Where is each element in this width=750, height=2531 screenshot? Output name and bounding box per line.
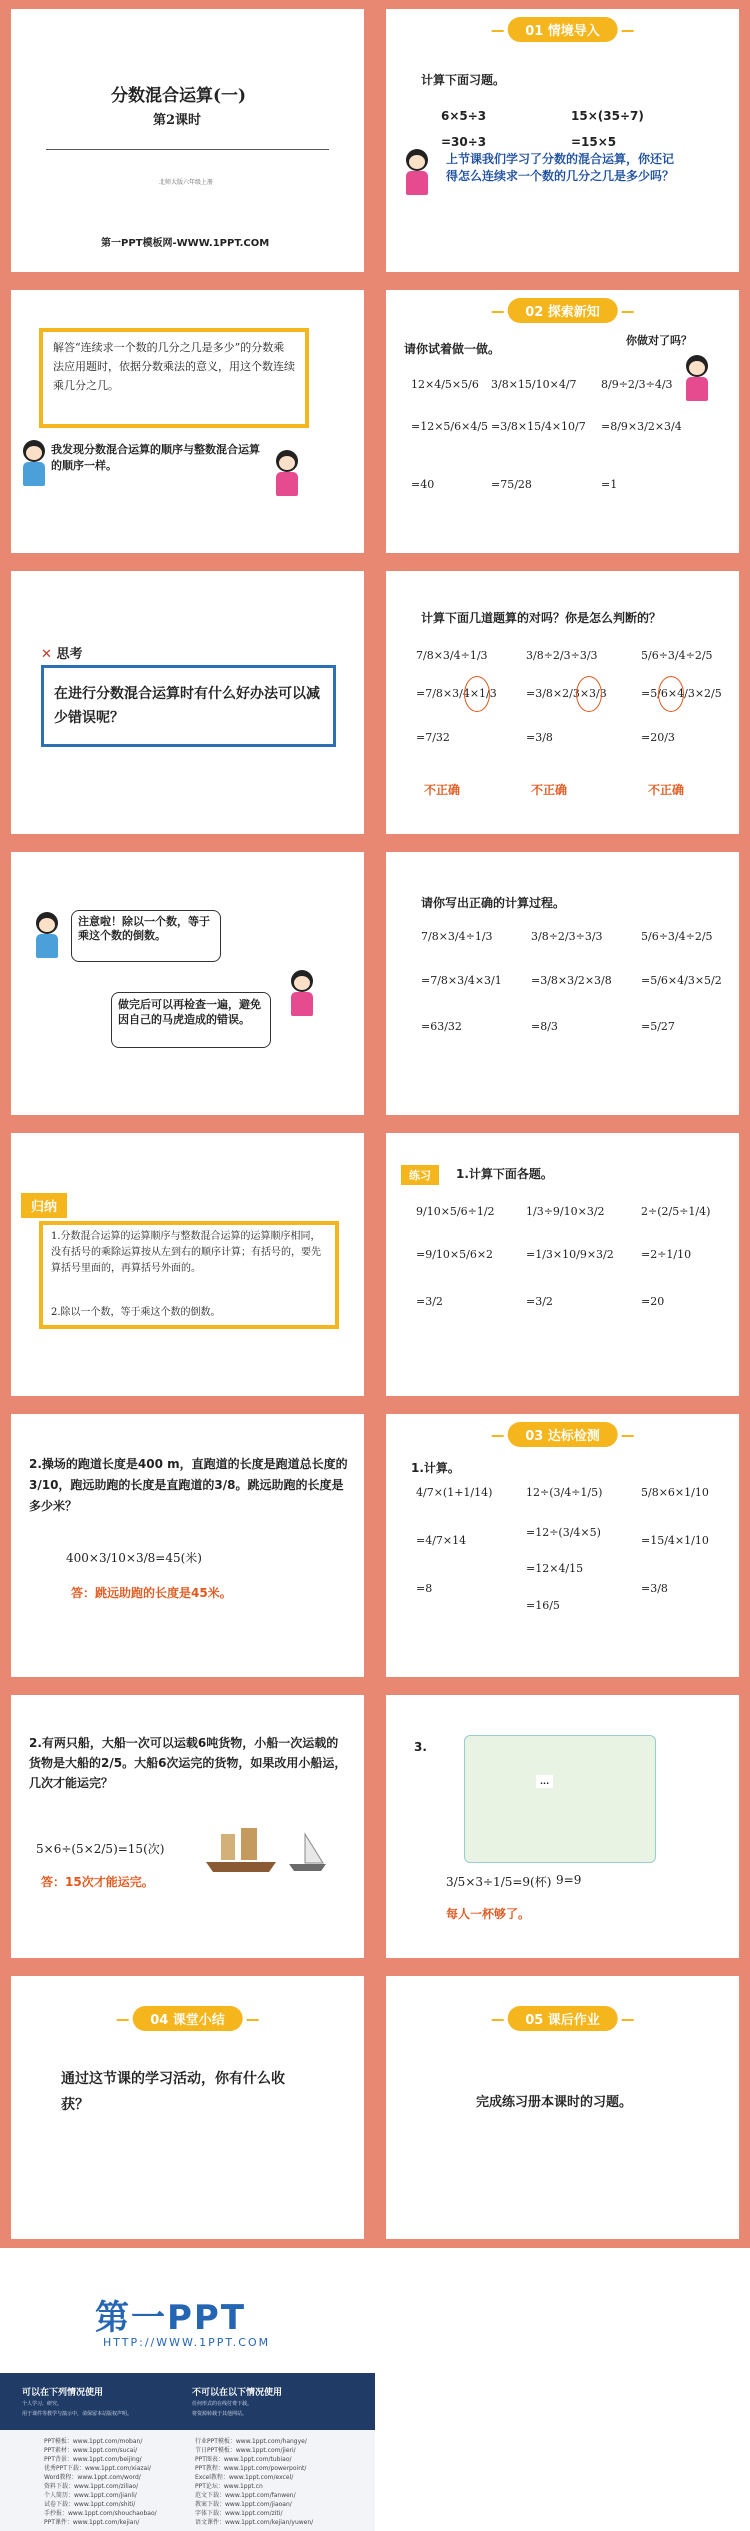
calculation: 400×3/10×3/8=45(米) bbox=[66, 1551, 202, 1565]
section-tag: 02 探索新知 bbox=[507, 298, 618, 323]
work-line: =5/6×4/3×5/2 bbox=[641, 974, 722, 987]
work-line: =3/8×15/4×10/7 bbox=[491, 420, 586, 433]
resource-link[interactable]: 行业PPT模板：www.1ppt.com/hangye/ bbox=[195, 2438, 307, 2445]
slide-tips[interactable] bbox=[0, 843, 375, 1124]
can-use-item: 个人学习、研究。 bbox=[22, 2401, 63, 2407]
word-problem: 2.有两只船，大船一次可以运载6吨货物，小船一次运载的货物是大船的2/5。大船6次运完的货物，如果改用小船运，几次才能运完？ bbox=[29, 1736, 347, 1790]
cross-icon: ✕ bbox=[41, 647, 52, 662]
speech-bubble-text: 做完后可以再检查一遍，避免因自己的马虎造成的错误。 bbox=[118, 998, 261, 1026]
work-line: 5/8×6×1/10 bbox=[641, 1486, 709, 1499]
site-label: 第一PPT模板网-WWW.1PPT.COM bbox=[101, 238, 270, 249]
rules-box bbox=[39, 1221, 339, 1329]
work-line: =3/8 bbox=[526, 731, 553, 744]
slide-test[interactable] bbox=[375, 1405, 750, 1686]
practice-tag: 练习 bbox=[401, 1165, 439, 1185]
verdict-label: 不正确 bbox=[648, 783, 685, 797]
section-tag: 归纳 bbox=[21, 1193, 67, 1218]
work-line: 3/8÷2/3÷3/3 bbox=[526, 649, 598, 662]
work-line: 5/6÷3/4÷2/5 bbox=[641, 649, 713, 662]
work-line: =9/10×5/6×2 bbox=[416, 1248, 494, 1261]
rule-1: 1.分数混合运算的运算顺序与整数混合运算的运算顺序相同，没有括号的乘除运算按从左到右的顺序计算；有括号的，要先算括号里面的，再算括号外面的。 bbox=[51, 1231, 321, 1274]
slide-cups[interactable] bbox=[375, 1686, 750, 1967]
calculation: 3/5×3÷1/5=9(杯) bbox=[446, 1875, 552, 1889]
resource-link[interactable]: PPT课件：www.1ppt.com/kejian/ bbox=[44, 2519, 140, 2526]
slide-heading: 计算下面几道题算的对吗？你是怎么判断的？ bbox=[421, 611, 662, 625]
slide-title[interactable] bbox=[0, 0, 375, 281]
resource-link[interactable]: PPT图表：www.1ppt.com/tubiao/ bbox=[195, 2456, 292, 2463]
section-tag: 05 课后作业 bbox=[507, 2006, 618, 2031]
cannot-use-item: 将资源转载于其他网站。 bbox=[192, 2411, 248, 2417]
girl-face bbox=[279, 456, 295, 470]
work-line: =3/8×3/2×3/8 bbox=[531, 974, 612, 987]
resource-link[interactable]: 优秀PPT下载：www.1ppt.com/xiazai/ bbox=[44, 2465, 151, 2472]
answer: 答：跳远助跑的长度是45米。 bbox=[71, 1586, 232, 1600]
section-tag: 04 课堂小结 bbox=[132, 2006, 243, 2031]
explanation-text: 解答“连续求一个数的几分之几是多少”的分数乘法应用题时，依据分数乘法的意义，用这个数连续乘几分之几。 bbox=[53, 341, 295, 392]
work-line: 2÷(2/5÷1/4) bbox=[641, 1205, 711, 1218]
slide-boat-problem[interactable] bbox=[0, 1686, 375, 1967]
error-mark bbox=[658, 676, 684, 712]
work-line: 12÷(3/4÷1/5) bbox=[526, 1486, 603, 1499]
slide-title-heading: 分数混合运算(一) bbox=[111, 86, 247, 106]
ships-illustration bbox=[201, 1820, 331, 1875]
work-line: =40 bbox=[411, 478, 435, 491]
work-line: =3/2 bbox=[416, 1295, 443, 1308]
resource-link[interactable]: PPT背景：www.1ppt.com/beijing/ bbox=[44, 2456, 142, 2463]
work-line: =1/3×10/9×3/2 bbox=[526, 1248, 614, 1261]
error-mark bbox=[576, 676, 602, 712]
work-line: =5/27 bbox=[641, 1020, 675, 1033]
resource-link[interactable]: Excel教程：www.1ppt.com/excel/ bbox=[195, 2474, 294, 2481]
answer-2: =15×5 bbox=[571, 135, 617, 149]
speech-bubble bbox=[71, 910, 221, 962]
work-line: =8/9×3/2×3/4 bbox=[601, 420, 682, 433]
recap-question: 通过这节课的学习活动，你有什么收获？ bbox=[61, 2071, 285, 2113]
work-line: =12×5/6×4/5 bbox=[411, 420, 489, 433]
work-line: =7/8×3/4×3/1 bbox=[421, 974, 502, 987]
divider bbox=[46, 149, 329, 150]
big-ship-sail bbox=[221, 1834, 235, 1860]
girl-face bbox=[294, 976, 310, 990]
resource-link[interactable]: 手抄报：www.1ppt.com/shouchaobao/ bbox=[44, 2510, 157, 2517]
resource-link[interactable]: Word教程：www.1ppt.com/word/ bbox=[44, 2474, 141, 2481]
illustration-callout: ... bbox=[536, 1775, 553, 1788]
expr-2: 15×(35÷7) bbox=[571, 109, 644, 123]
work-line: =15/4×1/10 bbox=[641, 1534, 709, 1547]
slide-correct[interactable] bbox=[375, 843, 750, 1124]
work-line: =7/8×3/4×1/3 bbox=[416, 687, 497, 700]
speech-bubble-text: 注意啦！除以一个数，等于乘这个数的倒数。 bbox=[78, 915, 210, 942]
work-line: 7/8×3/4÷1/3 bbox=[416, 649, 488, 662]
slide-heading: 1.计算下面各题。 bbox=[456, 1167, 553, 1181]
work-line: =75/28 bbox=[491, 478, 532, 491]
speech-bubble-text: 你做对了吗？ bbox=[626, 334, 692, 347]
work-line: =3/2 bbox=[526, 1295, 553, 1308]
work-line: =20/3 bbox=[641, 731, 675, 744]
work-line: =8/3 bbox=[531, 1020, 558, 1033]
work-line: =20 bbox=[641, 1295, 665, 1308]
verdict-label: 不正确 bbox=[424, 783, 461, 797]
can-use-item: 用于课件等教学与演示中，请保留本站版权声明。 bbox=[22, 2411, 133, 2417]
work-line: =3/8×2/3×3/3 bbox=[526, 687, 607, 700]
girl-face bbox=[409, 155, 425, 169]
work-line: =63/32 bbox=[421, 1020, 462, 1033]
girl-body bbox=[406, 171, 428, 195]
slide-homework[interactable] bbox=[375, 1967, 750, 2248]
classroom-illustration bbox=[464, 1735, 656, 1863]
resource-link[interactable]: 范文下载：www.1ppt.com/fanwen/ bbox=[195, 2492, 296, 2499]
speech-bubble-text: 我发现分数混合运算的顺序与整数混合运算的顺序一样。 bbox=[51, 443, 260, 472]
slide-summary-rules[interactable] bbox=[0, 1124, 375, 1405]
work-line: =8 bbox=[416, 1582, 433, 1595]
resource-link[interactable]: 试卷下载：www.1ppt.com/shiti/ bbox=[44, 2501, 136, 2508]
work-line: 3/8×15/10×4/7 bbox=[491, 378, 577, 391]
girl-face bbox=[689, 361, 705, 375]
calculation: 9=9 bbox=[556, 1873, 582, 1887]
work-line: =5/6×4/3×2/5 bbox=[641, 687, 722, 700]
resource-link[interactable]: PPT模板：www.1ppt.com/moban/ bbox=[44, 2438, 143, 2445]
boy-face bbox=[26, 446, 42, 460]
cannot-use-title: 不可以在以下情况使用 bbox=[192, 2388, 283, 2398]
slide-practice[interactable] bbox=[375, 1124, 750, 1405]
calculation: 5×6÷(5×2/5)=15(次) bbox=[36, 1842, 165, 1856]
boy-body bbox=[36, 934, 58, 958]
error-mark bbox=[464, 676, 490, 712]
resource-link[interactable]: 资料下载：www.1ppt.com/ziliao/ bbox=[44, 2483, 139, 2490]
big-ship-hull bbox=[206, 1862, 276, 1872]
work-line: 5/6÷3/4÷2/5 bbox=[641, 930, 713, 943]
question-text: 在进行分数混合运算时有什么好办法可以减少错误呢？ bbox=[54, 686, 320, 726]
slide-title-subtitle: 第2课时 bbox=[153, 113, 202, 128]
question-box bbox=[41, 665, 336, 747]
resource-link[interactable]: PPT论坛：www.1ppt.cn bbox=[195, 2483, 263, 2490]
slide-heading: 请你试着做一做。 bbox=[404, 342, 501, 356]
slide-explore[interactable] bbox=[375, 281, 750, 562]
boy-face bbox=[39, 918, 55, 932]
word-problem: 2.操场的跑道长度是400 m，直跑道的长度是跑道总长度的3/10，跑远助跑的长度是直跑道的3/8。跳远助跑的长度是多少米？ bbox=[29, 1457, 348, 1513]
work-line: =7/32 bbox=[416, 731, 450, 744]
slide-heading: 计算下面习题。 bbox=[421, 73, 506, 87]
answer: 答：15次才能运完。 bbox=[41, 1875, 154, 1889]
work-line: =12×4/15 bbox=[526, 1562, 584, 1575]
work-line: =2÷1/10 bbox=[641, 1248, 692, 1261]
work-line: =12÷(3/4×5) bbox=[526, 1526, 601, 1539]
edition-label: 北师大版六年级上册 bbox=[159, 179, 214, 186]
slide-heading: 请你写出正确的计算过程。 bbox=[421, 896, 566, 910]
resource-link[interactable]: 个人简历：www.1ppt.com/jianli/ bbox=[44, 2492, 137, 2499]
girl-body bbox=[291, 992, 313, 1016]
work-line: =1 bbox=[601, 478, 618, 491]
big-ship-sail bbox=[241, 1828, 257, 1860]
slide-heading: 1.计算。 bbox=[411, 1461, 460, 1475]
resource-link[interactable]: PPT教程：www.1ppt.com/powerpoint/ bbox=[195, 2465, 307, 2472]
slide-think[interactable] bbox=[0, 562, 375, 843]
cannot-use-item: 任何形式的在线付费下载。 bbox=[192, 2401, 253, 2407]
resource-link[interactable]: 语文课件：www.1ppt.com/kejian/yuwen/ bbox=[195, 2519, 314, 2526]
answer-1: =30÷3 bbox=[441, 135, 487, 149]
work-line: 1/3÷9/10×3/2 bbox=[526, 1205, 605, 1218]
speech-bubble bbox=[111, 992, 271, 1048]
work-line: =16/5 bbox=[526, 1599, 560, 1612]
slide-check[interactable] bbox=[375, 562, 750, 843]
girl-body bbox=[276, 472, 298, 496]
speech-bubble-text: 上节课我们学习了分数的混合运算，你还记得怎么连续求一个数的几分之几是多少吗？ bbox=[446, 152, 675, 183]
resource-link[interactable]: 字体下载：www.1ppt.com/ziti/ bbox=[195, 2510, 283, 2517]
section-tag: 03 达标检测 bbox=[507, 1422, 618, 1447]
slide-explain[interactable] bbox=[0, 281, 375, 562]
speech-bubble bbox=[446, 151, 674, 211]
can-use-title: 可以在下列情况使用 bbox=[22, 2388, 104, 2398]
girl-body bbox=[686, 377, 708, 401]
section-label-text: 思考 bbox=[56, 647, 83, 662]
small-ship-hull bbox=[289, 1864, 326, 1871]
answer: 每人一杯够了。 bbox=[446, 1907, 531, 1921]
rule-2: 2.除以一个数，等于乘这个数的倒数。 bbox=[51, 1307, 221, 1318]
work-line: 3/8÷2/3÷3/3 bbox=[531, 930, 603, 943]
verdict-label: 不正确 bbox=[531, 783, 568, 797]
problem-number: 3. bbox=[414, 1740, 427, 1754]
work-line: 7/8×3/4÷1/3 bbox=[421, 930, 493, 943]
homework-text: 完成练习册本课时的习题。 bbox=[476, 2095, 633, 2110]
brand-url[interactable]: HTTP://WWW.1PPT.COM bbox=[103, 2336, 271, 2349]
slide-track-problem[interactable] bbox=[0, 1405, 375, 1686]
section-label bbox=[41, 643, 82, 662]
slide-recap[interactable] bbox=[0, 1967, 375, 2248]
resource-link[interactable]: 教案下载：www.1ppt.com/jiaoan/ bbox=[195, 2501, 292, 2508]
work-line: =4/7×14 bbox=[416, 1534, 467, 1547]
expr-1: 6×5÷3 bbox=[441, 109, 487, 123]
work-line: =3/8 bbox=[641, 1582, 668, 1595]
boy-body bbox=[23, 462, 45, 486]
explanation-box bbox=[39, 328, 309, 428]
small-ship-sail bbox=[305, 1834, 323, 1863]
work-line: 12×4/5×5/6 bbox=[411, 378, 479, 391]
work-line: 8/9÷2/3÷4/3 bbox=[601, 378, 673, 391]
resource-link[interactable]: 节日PPT模板：www.1ppt.com/jieri/ bbox=[195, 2447, 296, 2454]
work-line: 9/10×5/6÷1/2 bbox=[416, 1205, 495, 1218]
brand-logo: 第一PPT bbox=[95, 2298, 247, 2338]
section-tag: 01 情境导入 bbox=[507, 17, 618, 42]
work-line: 4/7×(1+1/14) bbox=[416, 1486, 493, 1499]
slide-intro[interactable] bbox=[375, 0, 750, 281]
resource-link[interactable]: PPT素材：www.1ppt.com/sucai/ bbox=[44, 2447, 138, 2454]
